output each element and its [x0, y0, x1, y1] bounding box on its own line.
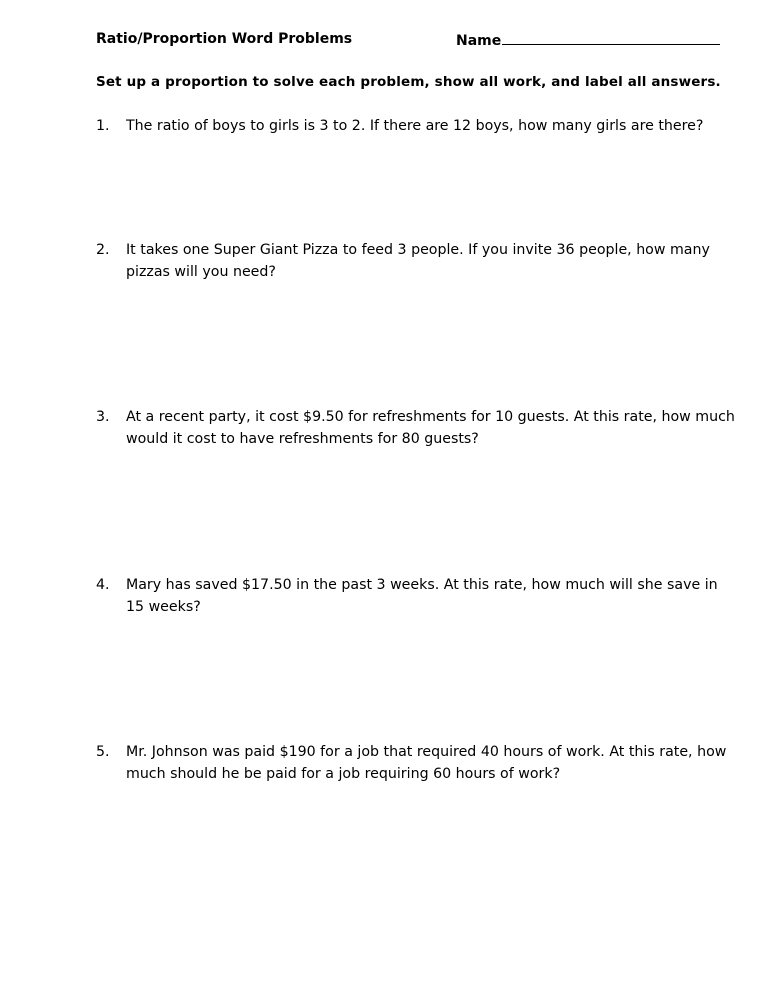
problem-text: Mr. Johnson was paid $190 for a job that required 40 hours of work. At this rate, how much should he be paid for a job requiring 60 hours of work? — [126, 744, 727, 782]
worksheet-title: Ratio/Proportion Word Problems — [96, 31, 353, 47]
problem-5 — [96, 741, 736, 785]
name-field — [456, 31, 720, 49]
problem-3 — [96, 406, 736, 450]
problem-text: It takes one Super Giant Pizza to feed 3 people. If you invite 36 people, how many pizzas will you need? — [126, 242, 710, 280]
name-blank-line — [502, 31, 720, 45]
name-label: Name — [456, 33, 502, 49]
problem-4 — [96, 574, 736, 618]
problem-number: 4. — [96, 577, 110, 593]
problem-1 — [96, 115, 736, 137]
problem-number: 3. — [96, 409, 110, 425]
problem-number: 2. — [96, 242, 110, 258]
problem-number: 5. — [96, 744, 110, 760]
problem-number: 1. — [96, 118, 110, 134]
problem-text: Mary has saved $17.50 in the past 3 weeks. At this rate, how much will she save in 15 weeks? — [126, 577, 718, 615]
problem-text: At a recent party, it cost $9.50 for refreshments for 10 guests. At this rate, how much would it cost to have refreshments for 80 guests? — [126, 409, 735, 447]
problem-2 — [96, 239, 736, 283]
instructions: Set up a proportion to solve each problem, show all work, and label all answers. — [96, 74, 721, 90]
problem-text: The ratio of boys to girls is 3 to 2. If there are 12 boys, how many girls are there? — [126, 118, 704, 134]
